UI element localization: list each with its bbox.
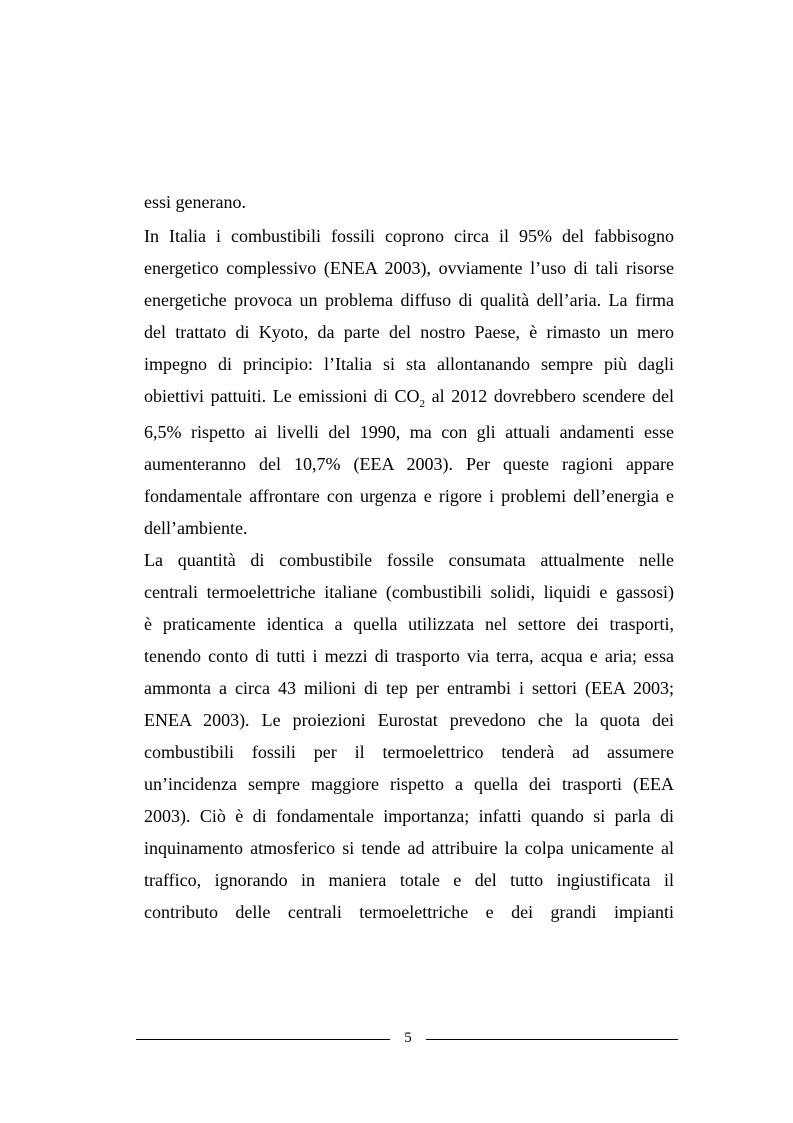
text-line-with-subscript <box>144 380 674 412</box>
text-line: contributo delle centrali termoelettriche e dei grandi impianti <box>144 902 674 922</box>
text-line: inquinamento atmosferico si tende ad attribuire la colpa unicamente al <box>144 838 674 858</box>
text-line: è praticamente identica a quella utilizzata nel settore dei trasporti, <box>144 614 674 634</box>
footer-rule-left <box>136 1039 390 1040</box>
text-line: energetico complessivo (ENEA 2003), ovviamente l’uso di tali risorse <box>144 258 674 278</box>
text-segment: al 2012 dovrebbero scendere del <box>425 386 675 406</box>
text-line: ammonta a circa 43 milioni di tep per entrambi i settori (EEA 2003; <box>144 678 674 698</box>
text-line: un’incidenza sempre maggiore rispetto a quella dei trasporti (EEA <box>144 774 674 794</box>
text-line: traffico, ignorando in maniera totale e del tutto ingiustificata il <box>144 870 674 890</box>
text-line: La quantità di combustibile fossile consumata attualmente nelle <box>144 550 674 570</box>
text-line: aumenteranno del 10,7% (EEA 2003). Per queste ragioni appare <box>144 454 674 474</box>
text-line: centrali termoelettriche italiane (combustibili solidi, liquidi e gassosi) <box>144 582 674 602</box>
text-line: In Italia i combustibili fossili coprono circa il 95% del fabbisogno <box>144 226 674 246</box>
footer-rule-right <box>426 1039 678 1040</box>
text-line: dell’ambiente. <box>144 518 248 538</box>
text-line: 2003). Ciò è di fondamentale importanza; infatti quando si parla di <box>144 806 674 826</box>
text-line: essi generano. <box>144 192 246 212</box>
text-line: fondamentale affrontare con urgenza e rigore i problemi dell’energia e <box>144 486 674 506</box>
text-segment: obiettivi pattuiti. Le emissioni di CO <box>144 386 420 406</box>
subscript: 2 <box>419 398 426 410</box>
text-line: combustibili fossili per il termoelettrico tenderà ad assumere <box>144 742 674 762</box>
text-line: 6,5% rispetto ai livelli del 1990, ma con gli attuali andamenti esse <box>144 422 674 442</box>
text-line: energetiche provoca un problema diffuso di qualità dell’aria. La firma <box>144 290 674 310</box>
text-line: impegno di principio: l’Italia si sta allontanando sempre più dagli <box>144 354 674 374</box>
page-footer <box>136 1026 678 1050</box>
text-line: tenendo conto di tutti i mezzi di trasporto via terra, acqua e aria; essa <box>144 646 674 666</box>
text-line: ENEA 2003). Le proiezioni Eurostat prevedono che la quota dei <box>144 710 674 730</box>
text-line: del trattato di Kyoto, da parte del nostro Paese, è rimasto un mero <box>144 322 674 342</box>
page-number: 5 <box>404 1030 412 1046</box>
